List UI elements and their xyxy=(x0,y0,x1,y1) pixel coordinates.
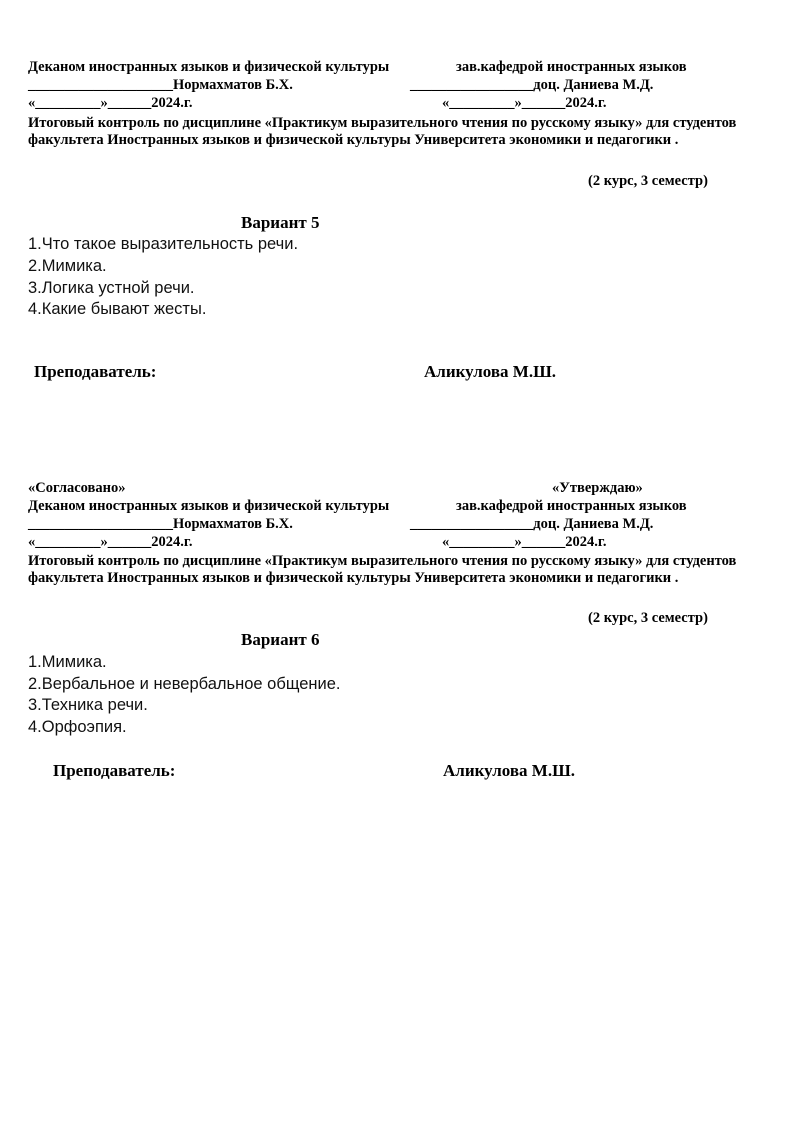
head-of-department-title: зав.кафедрой иностранных языков xyxy=(456,59,687,75)
teacher-name: Аликулова М.Ш. xyxy=(443,761,575,780)
dean-title: Деканом иностранных языков и физической культуры xyxy=(28,59,390,75)
variant-title: Вариант 5 xyxy=(241,213,320,232)
dean-date-line: «_________»______2024.г. xyxy=(28,534,193,550)
question-item: 2.Вербальное и невербальное общение. xyxy=(28,675,341,693)
variant-title: Вариант 6 xyxy=(241,630,320,649)
question-item: 1.Что такое выразительность речи. xyxy=(28,235,299,253)
head-signature-line: _________________доц. Даниева М.Д. xyxy=(410,516,654,532)
control-description: Итоговый контроль по дисциплине «Практикум выразительного чтения по русскому языку» для студентов факультета Иностранных языков и физической культуры Университета экономики и педагогики . xyxy=(28,553,737,586)
teacher-label: Преподаватель: xyxy=(34,362,157,381)
question-item: 2.Мимика. xyxy=(28,257,107,275)
course-semester: (2 курс, 3 семестр) xyxy=(588,173,708,189)
question-item: 4.Орфоэпия. xyxy=(28,718,127,736)
control-description: Итоговый контроль по дисциплине «Практикум выразительного чтения по русскому языку» для студентов факультета Иностранных языков и физической культуры Университета экономики и педагогики . xyxy=(28,115,737,148)
agreed-label: «Согласовано» xyxy=(28,480,126,496)
dean-date-line: «_________»______2024.г. xyxy=(28,95,193,111)
teacher-label: Преподаватель: xyxy=(53,761,176,780)
dean-title: Деканом иностранных языков и физической культуры xyxy=(28,498,390,514)
question-item: 1.Мимика. xyxy=(28,653,107,671)
head-signature-line: _________________доц. Даниева М.Д. xyxy=(410,77,654,93)
question-item: 3.Техника речи. xyxy=(28,696,148,714)
teacher-name: Аликулова М.Ш. xyxy=(424,362,556,381)
dean-signature-line: ____________________Нормахматов Б.Х. xyxy=(28,77,293,93)
dean-signature-line: ____________________Нормахматов Б.Х. xyxy=(28,516,293,532)
head-date-line: «_________»______2024.г. xyxy=(442,534,607,550)
head-of-department-title: зав.кафедрой иностранных языков xyxy=(456,498,687,514)
head-date-line: «_________»______2024.г. xyxy=(442,95,607,111)
course-semester: (2 курс, 3 семестр) xyxy=(588,610,708,626)
approve-label: «Утверждаю» xyxy=(552,480,643,496)
question-item: 3.Логика устной речи. xyxy=(28,279,195,297)
question-item: 4.Какие бывают жесты. xyxy=(28,300,207,318)
